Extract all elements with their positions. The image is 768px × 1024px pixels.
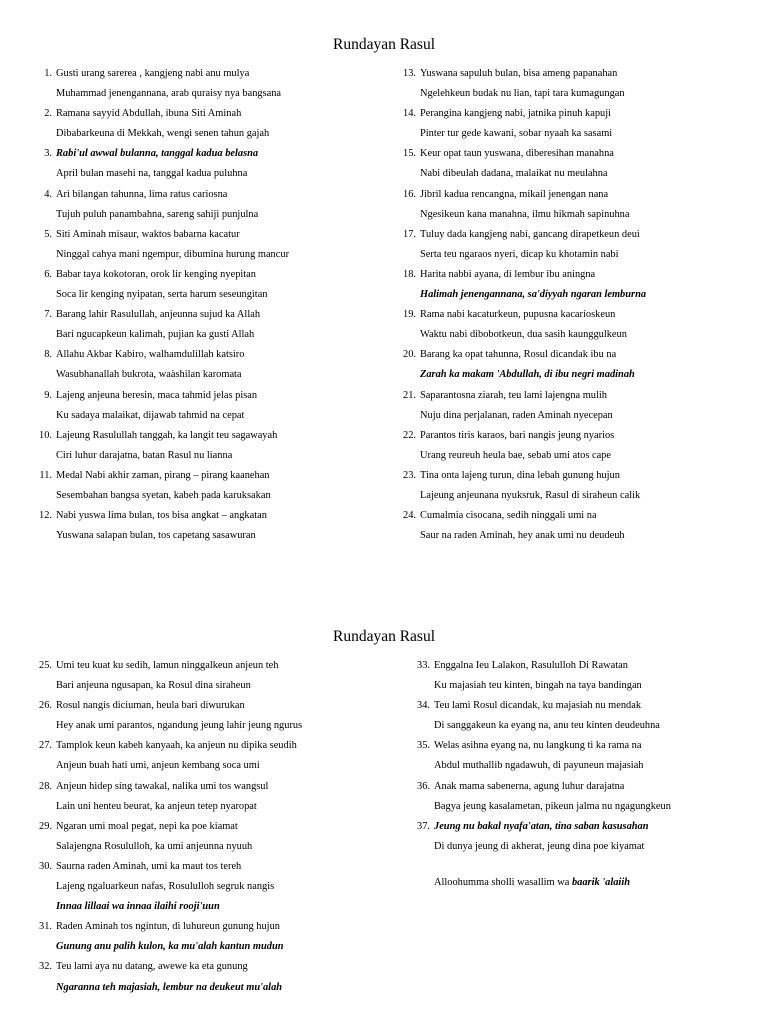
verse-number: 18. [403, 268, 416, 280]
verse-line: Bari ngucapkeun kalimah, pujian ka gusti Allah [56, 329, 255, 341]
verse-line: Lajeung anjeunana nyuksruk, Rasul di siraheun calik [420, 489, 641, 501]
verse-line: Gunung anu palih kulon, ka mu'alah kantun mudun [56, 941, 284, 953]
verse-item [396, 64, 756, 104]
verse-line: Sesembahan bangsa syetan, kabeh pada karuksakan [56, 489, 271, 501]
verse-item [410, 736, 760, 776]
verse-line: Perangina kangjeng nabi, jatnika pinuh kapuji [420, 108, 612, 120]
verse-line: Innaa lillaai wa innaa ilaihi rooji'uun [56, 901, 220, 913]
verse-item [396, 386, 756, 426]
verse-number: 24. [403, 510, 416, 522]
verse-number: 7. [44, 309, 52, 321]
verse-number: 11. [39, 469, 52, 481]
verse-line: Yuswana sapuluh bulan, bisa ameng papanahan [420, 68, 618, 79]
verse-line: Nabi dibeulah dadana, malaikat nu meulahna [420, 168, 608, 180]
verse-item [396, 144, 756, 184]
verse-number: 10. [39, 429, 52, 441]
verse-item [32, 185, 372, 225]
verse-number: 35. [417, 740, 430, 752]
closing-plain: Alloohumma sholli wasallim wa [434, 877, 572, 888]
verse-line: Ramana sayyid Abdullah, ibuna Siti Aminah [56, 108, 242, 120]
verse-line: Ku sadaya malaikat, dijawab tahmid na cepat [56, 409, 245, 421]
verse-line: Dibabarkeuna di Mekkah, wengi senen tahun gajah [56, 128, 270, 140]
verse-line: Wasubhanallah bukrota, waàshilan karomata [56, 369, 242, 381]
verse-line: Anjeun hidep sing tawakal, nalika umi tos wangsul [56, 780, 269, 792]
verse-item [32, 506, 372, 546]
verse-item [32, 144, 372, 184]
verse-line: Di sanggakeun ka eyang na, anu teu kinten deudeuhna [434, 720, 660, 732]
verse-line: Umi teu kuat ku sedih, lamun ninggalkeun anjeun teh [56, 660, 279, 671]
verse-line: Soca lir kenging nyipatan, serta harum seseungitan [56, 289, 268, 301]
verse-item [32, 265, 372, 305]
verse-item [410, 656, 760, 696]
closing-line [434, 877, 630, 888]
verse-number: 13. [403, 68, 416, 79]
verse-item [396, 265, 756, 305]
verse-item [396, 104, 756, 144]
verse-item [396, 225, 756, 265]
verse-line: Tujuh puluh panambahna, sareng sahiji punjulna [56, 208, 259, 220]
verse-item [32, 64, 372, 104]
verse-number: 30. [39, 860, 52, 872]
verse-line: Halimah jenengannana, sa'diyyah ngaran lemburna [420, 289, 647, 301]
verse-line: Barang ka opat tahunna, Rosul dicandak ibu na [420, 349, 617, 361]
verse-line: Ngaranna teh majasiah, lembur na deukeut mu'alah [56, 981, 283, 993]
verse-line: Muhammad jenengannana, arab quraisy nya bangsana [56, 88, 282, 100]
verse-item [396, 466, 756, 506]
verse-line: Ku majasiah teu kinten, bingah na taya bandingan [434, 680, 642, 692]
verse-line: Jibril kadua rencangna, mikail jenengan nana [420, 188, 609, 200]
verse-line: Hey anak umi parantos, ngandung jeung lahir jeung ngurus [56, 720, 303, 732]
verse-line: Ciri luhur darajatna, batan Rasul nu lianna [56, 449, 233, 461]
verse-line: Nuju dina perjalanan, raden Aminah nyecepan [420, 409, 613, 421]
verse-line: Lajeung Rasulullah tanggah, ka langit teu sagawayah [56, 429, 278, 441]
verse-line: Tuluy dada kangjeng nabi, gancang dirapetkeun deui [420, 228, 640, 240]
verse-item [32, 656, 392, 696]
verse-item [396, 185, 756, 225]
verse-number: 29. [39, 820, 52, 832]
verse-line: Bagya jeung kasalametan, pikeun jalma nu ngagungkeun [434, 800, 671, 812]
verse-line: April bulan masehi na, tanggal kadua puluhna [56, 168, 248, 180]
verse-number: 27. [39, 740, 52, 752]
verse-number: 5. [44, 228, 52, 240]
page-1-right-column [396, 64, 756, 546]
verse-line: Lain uni henteu beurat, ka anjeun tetep nyaropat [56, 800, 257, 812]
verse-line: Teu lami Rosul dicandak, ku majasiah nu mendak [434, 700, 642, 712]
page-2-title: Rundayan Rasul [332, 628, 436, 645]
verse-item [32, 736, 392, 776]
verse-line: Lajeng anjeuna beresin, maca tahmid jelas pisan [56, 389, 258, 401]
verse-line: Enggalna Ieu Lalakon, Rasululloh Di Rawatan [434, 660, 628, 671]
verse-item [32, 817, 392, 857]
verse-number: 9. [44, 389, 52, 401]
verse-number: 22. [403, 429, 416, 441]
verse-item [396, 305, 756, 345]
closing-bold: baarik 'alaiih [571, 877, 630, 888]
verse-number: 26. [39, 700, 52, 712]
verse-line: Rama nabi kacaturkeun, pupusna kacarioskeun [420, 309, 616, 321]
verse-line: Rabi'ul awwal bulanna, tanggal kadua belasna [56, 148, 259, 160]
verse-line: Ngelehkeun budak nu lian, tapi tara kumagungan [420, 88, 625, 100]
verse-line: Pinter tur gede kawani, sobar nyaah ka sasami [420, 128, 613, 140]
verse-item [32, 777, 392, 817]
verse-number: 17. [403, 228, 416, 240]
verse-item [32, 917, 392, 957]
page-2-left-column [32, 656, 392, 998]
verse-number: 34. [417, 700, 430, 712]
verse-item [396, 506, 756, 546]
verse-line: Tina onta lajeng turun, dina lebah gunung hujun [420, 469, 620, 481]
page-2-right-column [410, 656, 760, 857]
verse-line: Gusti urang sarerea , kangjeng nabi anu mulya [56, 68, 250, 79]
verse-line: Ngesikeun kana manahna, ilmu hikmah sapinuhna [420, 208, 630, 220]
verse-number: 15. [403, 148, 416, 160]
verse-line: Parantos tiris karaos, bari nangis jeung nyarios [420, 429, 615, 441]
verse-line: Saparantosna ziarah, teu lami lajengna mulih [420, 389, 607, 401]
page-1-left-column [32, 64, 372, 546]
verse-item [32, 857, 392, 917]
verse-item [410, 817, 760, 857]
verse-item [32, 957, 392, 997]
verse-number: 19. [403, 309, 416, 321]
verse-item [396, 345, 756, 385]
verse-item [32, 345, 372, 385]
verse-number: 14. [403, 108, 416, 120]
verse-line: Raden Aminah tos ngintun, di luhureun gunung hujun [56, 921, 280, 933]
verse-line: Lajeng ngaluarkeun nafas, Rosululloh segruk nangis [56, 881, 275, 893]
verse-line: Ngaran umi moal pegat, nepi ka poe kiamat [56, 820, 238, 832]
verse-item [32, 104, 372, 144]
verse-line: Keur opat taun yuswana, diberesihan manahna [420, 148, 614, 160]
verse-number: 32. [39, 961, 52, 973]
verse-line: Zarah ka makam 'Abdullah, di ibu negri madinah [420, 369, 635, 381]
verse-number: 3. [44, 148, 52, 160]
verse-line: Rosul nangis diciuman, heula bari diwurukan [56, 700, 245, 712]
verse-line: Siti Aminah misaur, waktos babarna kacatur [56, 228, 240, 240]
verse-line: Babar taya kokotoran, orok lir kenging nyepitan [56, 268, 256, 280]
verse-line: Serta teu ngaraos nyeri, dicap ku khotamin nabi [420, 248, 619, 260]
verse-line: Welas asihna eyang na, nu langkung ti ka rama na [434, 740, 642, 752]
verse-line: Salajengna Rosululloh, ka umi anjeunna nyuuh [56, 840, 253, 852]
verse-line: Ari bilangan tahunna, lima ratus cariosna [56, 188, 228, 200]
verse-line: Di dunya jeung di akherat, jeung dina poe kiyamat [434, 840, 645, 852]
verse-line: Tamplok keun kabeh kanyaah, ka anjeun nu dipika seudih [56, 740, 297, 752]
verse-number: 25. [39, 660, 52, 671]
verse-line: Allahu Akbar Kabiro, walhamdulillah katsiro [56, 349, 245, 361]
verse-number: 8. [44, 349, 52, 361]
verse-line: Anjeun buah hati umi, anjeun kembang soca umi [56, 760, 260, 772]
verse-number: 28. [39, 780, 52, 792]
page-1-title: Rundayan Rasul [332, 36, 436, 53]
verse-line: Harita nabbi ayana, di lembur ibu aningna [420, 268, 596, 280]
page-2-section [0, 600, 768, 1024]
verse-line: Ninggal cahya mani ngempur, dibumina hurung mancur [56, 248, 290, 260]
verse-item [32, 426, 372, 466]
verse-line: Jeung nu bakal nyafa'atan, tina saban kasusahan [434, 820, 649, 832]
verse-line: Teu lami aya nu datang, awewe ka eta gunung [56, 961, 248, 973]
verse-line: Cumalmia cisocana, sedih ninggali umi na [420, 510, 597, 522]
verse-number: 6. [44, 268, 52, 280]
verse-item [410, 696, 760, 736]
verse-number: 37. [417, 820, 430, 832]
verse-line: Anak mama sabenerna, agung luhur darajatna [434, 780, 625, 792]
verse-number: 31. [39, 921, 52, 933]
verse-item [32, 225, 372, 265]
verse-item [32, 466, 372, 506]
verse-item [32, 696, 392, 736]
verse-number: 23. [403, 469, 416, 481]
verse-line: Waktu nabi dibobotkeun, dua sasih kaunggulkeun [420, 329, 627, 341]
verse-line: Abdul muthallib ngadawuh, di payuneun majasiah [434, 760, 644, 772]
verse-number: 4. [44, 188, 52, 200]
verse-number: 21. [403, 389, 416, 401]
verse-line: Saur na raden Aminah, hey anak umi nu deudeuh [420, 530, 625, 542]
verse-line: Nabi yuswa lima bulan, tos bisa angkat – angkatan [56, 510, 267, 522]
verse-line: Urang reureuh heula bae, sebab umi atos cape [420, 449, 611, 461]
verse-number: 12. [39, 510, 52, 522]
verse-number: 2. [44, 108, 52, 120]
verse-number: 1. [44, 68, 52, 79]
verse-number: 33. [417, 660, 430, 671]
verse-number: 20. [403, 349, 416, 361]
verse-line: Bari anjeuna ngusapan, ka Rosul dina siraheun [56, 680, 251, 692]
verse-item [396, 426, 756, 466]
verse-item [32, 305, 372, 345]
verse-line: Yuswana salapan bulan, tos capetang sasawuran [56, 530, 256, 542]
verse-number: 16. [403, 188, 416, 200]
verse-item [32, 386, 372, 426]
verse-line: Saurna raden Aminah, umi ka maut tos tereh [56, 860, 242, 872]
verse-line: Medal Nabi akhir zaman, pirang – pirang kaanehan [56, 469, 270, 481]
verse-item [410, 777, 760, 817]
verse-number: 36. [417, 780, 430, 792]
verse-line: Barang lahir Rasulullah, anjeunna sujud ka Allah [56, 309, 261, 321]
